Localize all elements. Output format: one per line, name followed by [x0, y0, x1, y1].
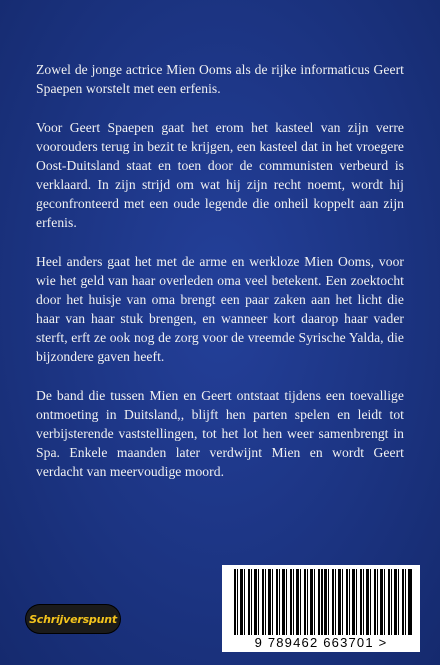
blurb-paragraph-1: Zowel de jonge actrice Mien Ooms als de rijke informaticus Geert Spaepen worstelt met een erfenis.: [36, 62, 404, 96]
barcode-guard-right: [410, 569, 412, 641]
blurb-paragraph-3: Heel anders gaat het met de arme en werkloze Mien Ooms, voor wie het geld van haar overleden oma veel betekent. Een zoektocht door het huisje van oma brengt een paar zaken aan het licht die haar van haar stuk brengen, en wanneer kort daarop haar vader sterft, erft ze ook nog de zorg voor de vreemde Syrische Yalda, die bijzondere gaven heeft.: [36, 254, 404, 364]
barcode-guard-center: [321, 569, 323, 641]
publisher-logo-text: Schrijverspunt: [29, 612, 117, 626]
barcode-guard-left: [234, 569, 236, 641]
blurb-paragraph-2: Voor Geert Spaepen gaat het erom het kasteel van zijn verre voorouders terug in bezit te krijgen, een kasteel dat in het vroegere Oost-Duitsland staat en toen door de communisten verbeurd is verklaard. In zijn strijd om wat hij zijn recht noemt, wordt hij geconfronteerd met een oude legende die onheil koppelt aan zijn erfenis.: [36, 120, 404, 230]
publisher-logo: [26, 605, 120, 633]
back-cover-blurb: [36, 60, 404, 481]
isbn-number: 9 789462 663701 >: [222, 635, 420, 650]
isbn-barcode: [222, 565, 420, 652]
barcode-bars: [234, 569, 412, 635]
blurb-paragraph-4: De band die tussen Mien en Geert ontstaat tijdens een toevallige ontmoeting in Duitsland,, blijft hen parten spelen en leidt tot verbijsterende vaststellingen, tot het lot hen weer samenbrengt in Spa. Enkele maanden later verdwijnt Mien en wordt Geert verdacht van meervoudige moord.: [36, 388, 404, 479]
